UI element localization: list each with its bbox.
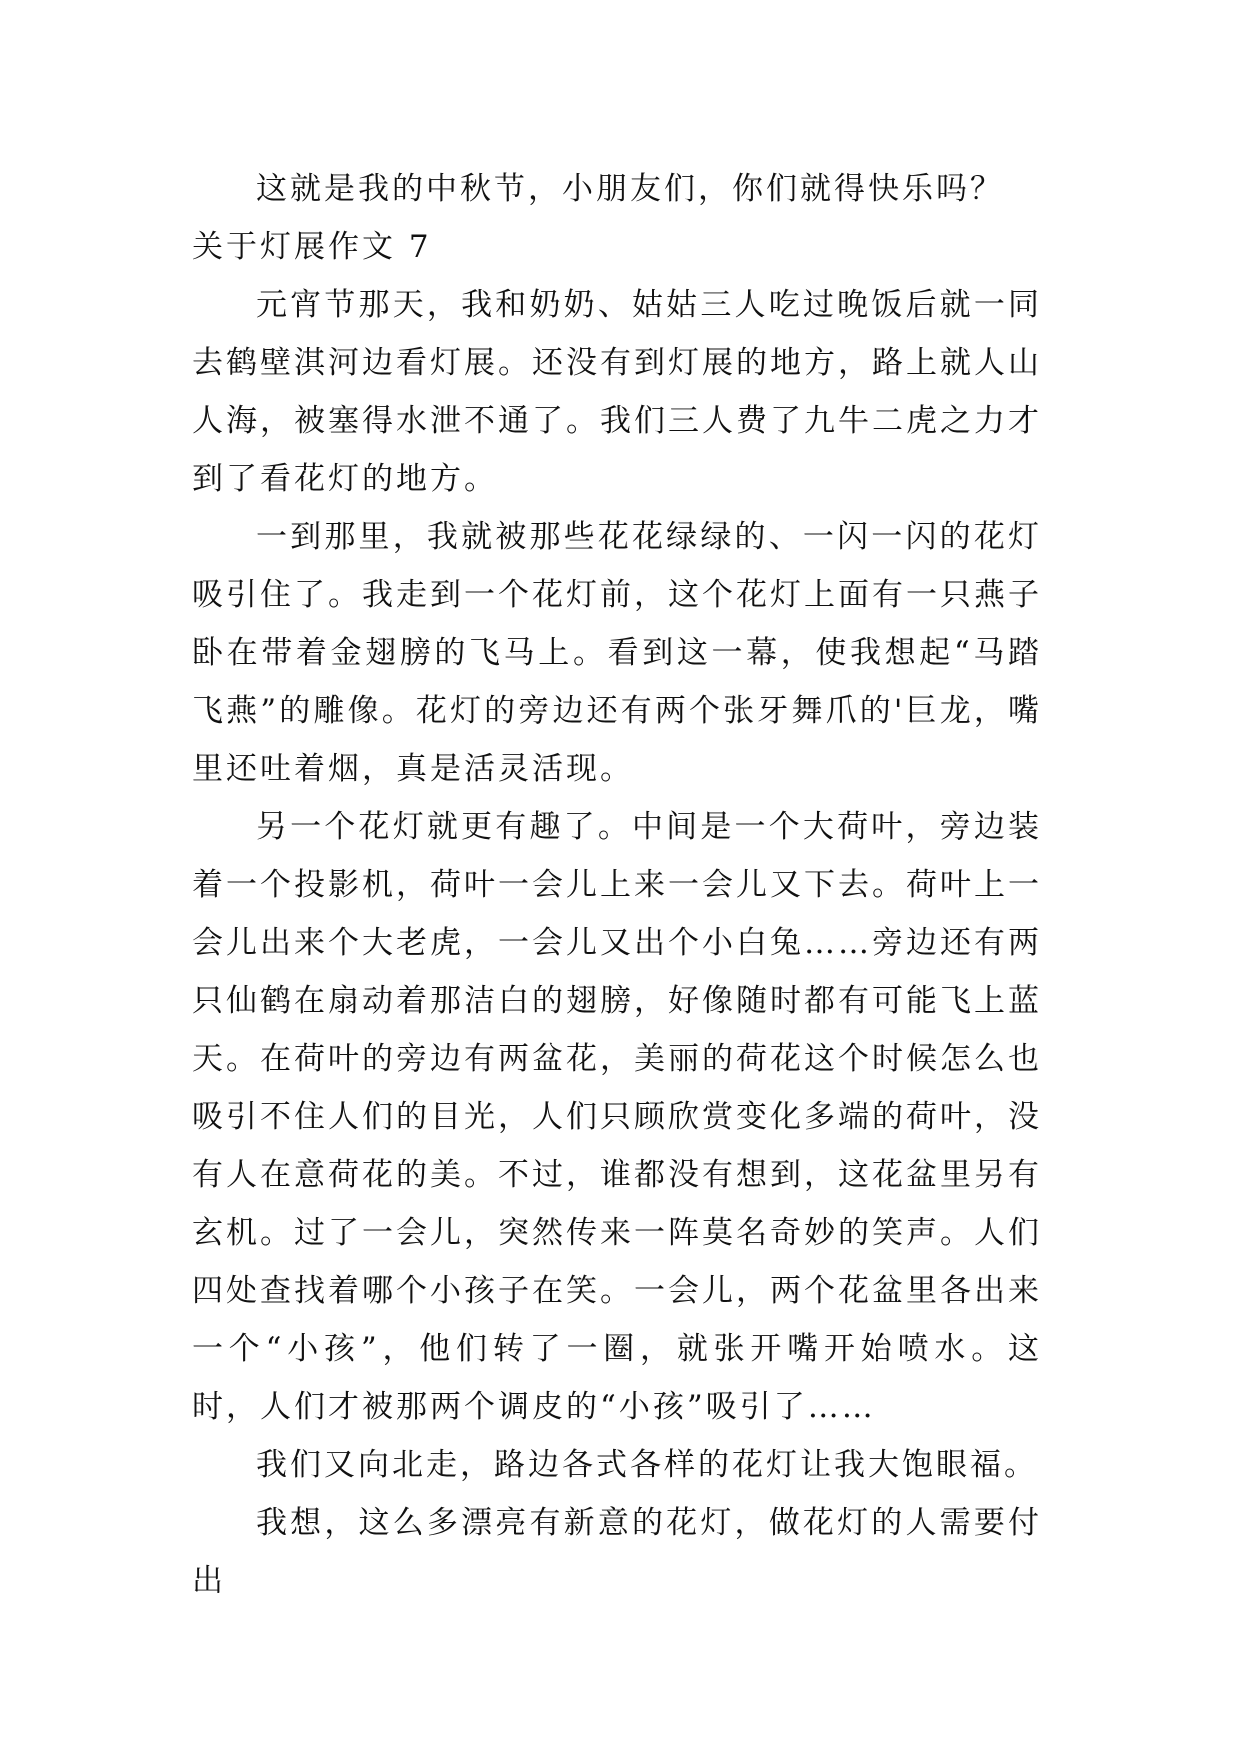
document-page [192,160,1042,1610]
paragraph-1: 元宵节那天，我和奶奶、姑姑三人吃过晚饭后就一同去鹤壁淇河边看灯展。还没有到灯展的地方，路上就人山人海，被塞得水泄不通了。我们三人费了九牛二虎之力才到了看花灯的地方。 [192,287,1042,497]
paragraph-3: 另一个花灯就更有趣了。中间是一个大荷叶，旁边装着一个投影机，荷叶一会儿上来一会儿又下去。荷叶上一会儿出来个大老虎，一会儿又出个小白兔……旁边还有两只仙鹤在扇动着那洁白的翅膀，好像随时都有可能飞上蓝天。在荷叶的旁边有两盆花，美丽的荷花这个时候怎么也吸引不住人们的目光，人们只顾欣赏变化多端的荷叶，没有人在意荷花的美。不过，谁都没有想到，这花盆里另有玄机。过了一会儿，突然传来一阵莫名奇妙的笑声。人们四处查找着哪个小孩子在笑。一会儿，两个花盆里各出来一个“小孩”，他们转了一圈，就张开嘴开始喷水。这时，人们才被那两个调皮的“小孩”吸引了…… [192,809,1042,1425]
essay-heading: 关于灯展作文 7 [192,229,432,265]
paragraph-2: 一到那里，我就被那些花花绿绿的、一闪一闪的花灯吸引住了。我走到一个花灯前，这个花灯上面有一只燕子卧在带着金翅膀的飞马上。看到这一幕，使我想起“马踏飞燕”的雕像。花灯的旁边还有两个张牙舞爪的'巨龙，嘴里还吐着烟，真是活灵活现。 [192,519,1042,787]
paragraph-5: 我想，这么多漂亮有新意的花灯，做花灯的人需要付出 [192,1505,1042,1599]
paragraph-4: 我们又向北走，路边各式各样的花灯让我大饱眼福。 [256,1447,1038,1483]
intro-paragraph: 这就是我的中秋节，小朋友们，你们就得快乐吗？ [256,171,1004,207]
